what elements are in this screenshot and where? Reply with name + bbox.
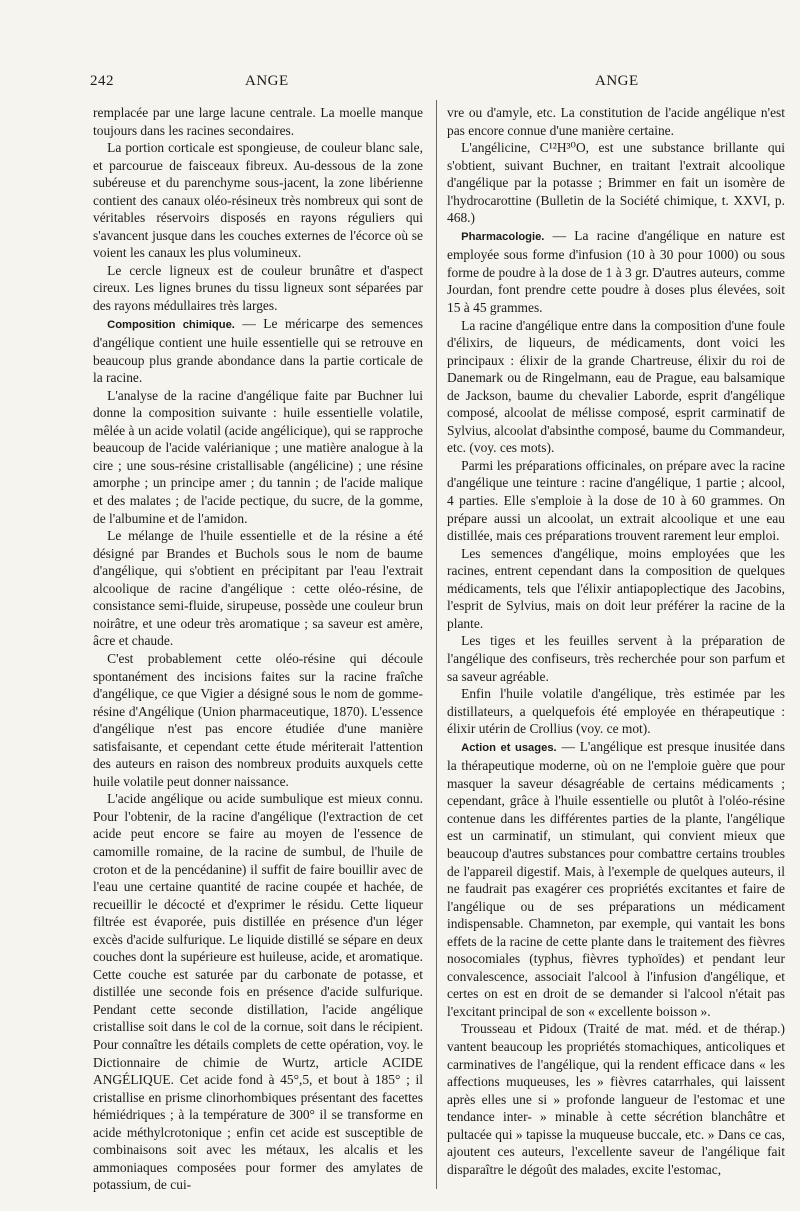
paragraph-text: — L'angélique est presque inusitée dans la thérapeutique moderne, où on ne l'emploie guère que pour masquer la saveur désagréable de certains médicaments ; cependant, grâce à l'huile essentielle ou plutôt à l'oléo-résine contenue dans les différentes parties de la plante, l'angélique est un carminatif, un stimulant, qui convient mieux que beaucoup d'autres substances pour combattre certains troubles de l'appareil digestif. Mais, à l'exemple de quelques auteurs, il ne faudrait pas exagérer ces propriétés excitantes et faire de l'angélique ou de ses préparations un médicament indispensable. Chamneton, par exemple, qui vantait les bons effets de la racine de cette plante dans le traitement des fièvres nosocomiales (typhus, fièvres typhoïdes) et pendant leur convalescence, associait l'alcool à l'infusion d'angélique, et certes on est en droit de se demander si l'alcool n'était pas l'excitant principal de son « excellente boisson ». bbox=[447, 738, 785, 1019]
running-header bbox=[90, 73, 780, 95]
paragraph bbox=[93, 315, 423, 387]
paragraph bbox=[93, 650, 423, 790]
left-column bbox=[93, 104, 423, 1194]
paragraph-text: C'est probablement cette oléo-résine qui découle spontanément des incisions faites sur la racine fraîche d'angélique, ce que Vigier a désigné sous le nom de gomme-résine d'Angélique (Union pharmaceutique, 1870). L'essence d'angélique n'est pas encore étudiée d'une manière satisfaisante, et cependant cette étude mériterait l'attention des auteurs en raison des nombreux produits auxquels cette huile volatile peut donner naissance. bbox=[93, 650, 423, 789]
paragraph-text: La portion corticale est spongieuse, de couleur blanc sale, et parcourue de faisceaux fibreux. Au-dessous de la zone subéreuse et du parenchyme sous-jacent, la zone libérienne contient des canaux oléo-résineux très nombreux qui sont de véritables réservoirs disposés en rayons réguliers qui s'avancent jusque dans les couches externes de l'écorce où se voient les canaux les plus volumineux. bbox=[93, 140, 423, 261]
paragraph-text: L'analyse de la racine d'angélique faite par Buchner lui donne la composition suivante : huile essentielle volatile, mêlée à un acide volatil (acide angélicique), qui se rapproche beaucoup de l'acide valérianique ; une matière analogue à la cire ; une sous-résine cristallisable (angélicine) ; une résine amorphe ; un principe amer ; du tannin ; de l'acide malique et des malates ; de l'acide pectique, du sucre, de la gomme, de l'albumine et de l'amidon. bbox=[93, 387, 423, 526]
section-heading: Pharmacologie. bbox=[461, 230, 545, 243]
paragraph bbox=[447, 457, 785, 545]
paragraph bbox=[447, 545, 785, 633]
paragraph bbox=[447, 227, 785, 317]
paragraph-text: Le cercle ligneux est de couleur brunâtre et d'aspect cireux. Les lignes brunes du tissu ligneux sont séparées par des rayons médullaires très larges. bbox=[93, 262, 423, 314]
running-head-left: ANGE bbox=[245, 73, 289, 89]
paragraph bbox=[447, 104, 785, 139]
paragraph-text: Le mélange de l'huile essentielle et de la résine a été désigné par Brandes et Buchols sous le nom de baume d'angélique, qui s'obtient en précipitant par l'eau l'extrait alcoolique de racine d'angélique : cette oléo-résine, de consistance semi-fluide, sirupeuse, possède une couleur brun noirâtre, et une odeur très aromatique ; sa saveur est amère, âcre et chaude. bbox=[93, 528, 423, 649]
paragraph-text: La racine d'angélique entre dans la composition d'une foule d'élixirs, de liqueurs, de médicaments, dont voici les principaux : élixir de la grande Chartreuse, élixir du roi de Danemark ou de Ringelmann, eau de Prague, eau balsamique de Jackson, baume du chevalier Laborde, esprit d'angélique composé, alcoolat de mélisse composé, esprit carminatif de Sylvius, alcoolat d'absinthe composé, baume du Commandeur, etc. (voy. ces mots). bbox=[447, 317, 785, 456]
paragraph bbox=[447, 139, 785, 227]
paragraph bbox=[447, 1020, 785, 1178]
paragraph bbox=[447, 738, 785, 1021]
paragraph bbox=[93, 104, 423, 139]
paragraph bbox=[93, 139, 423, 262]
running-head-right: ANGE bbox=[595, 73, 639, 89]
paragraph-text: L'acide angélique ou acide sumbulique est mieux connu. Pour l'obtenir, de la racine d'angélique (l'extraction de cet acide peut encore se faire au moyen de l'essence de camomille romaine, de la racine de sumbul, de l'huile de croton et de la pencédanine) il suffit de faire bouillir avec de l'eau une certaine quantité de racine coupée et hachée, de recueillir le décocté et d'exprimer le résidu. Cette liqueur filtrée est évaporée, puis distillée en présence d'un léger excès d'acide sulfurique. Le liquide distillé se sépare en deux couches dont la supérieure est huileuse, acide, et aromatique. Cette couche est saturée par du carbonate de potasse, et distillée une seconde fois en présence d'acide sulfurique. Pendant cette seconde distillation, l'acide angélique cristallise soit dans le col de la cornue, soit dans le récipient. Pour connaître les détails complets de cette opération, voy. le Dictionnaire de chimie de Wurtz, article ACIDE ANGÉLIQUE. Cet acide fond à 45°,5, et bout à 185° ; il cristallise en prisme clinorhombiques présentant des facettes hémiédriques ; à la température de 300° il se transforme en acide méthylcrotonique ; enfin cet acide est susceptible de combinaisons soit avec les métaux, les alcalis et les ammoniaques composées pour former des amylates de potassium, de cui- bbox=[93, 791, 423, 1193]
paragraph bbox=[447, 632, 785, 685]
paragraph-text: Trousseau et Pidoux (Traité de mat. méd. et de thérap.) vantent beaucoup les propriétés stomachiques, anticoliques et carminatives de l'angélique, qui la rendent efficace dans « les affections muqueuses, les » fièvres catarrhales, qui laissent après elles une si » profonde langueur de l'estomac et une tendance inter- » minable à cette sécrétion blanchâtre et pultacée qui » tapisse la muqueuse buccale, etc. » Dans ce cas, ajoutent ces auteurs, l'excellente saveur de l'angélique fait disparaître le dégoût des malades, excite l'estomac, bbox=[447, 1021, 785, 1177]
paragraph bbox=[93, 527, 423, 650]
column-divider bbox=[436, 100, 437, 1189]
page-number: 242 bbox=[90, 73, 114, 89]
paragraph-text: Parmi les préparations officinales, on prépare avec la racine d'angélique une teinture : racine d'angélique, 1 partie ; alcool, 4 parties. Elle s'emploie à la dose de 10 à 60 grammes. On prépare aussi un alcoolat, un extrait alcoolique et une eau distillée, mais ces préparations trouvent rarement leur emploi. bbox=[447, 457, 785, 544]
paragraph-text: vre ou d'amyle, etc. La constitution de l'acide angélique n'est pas encore connue d'une manière certaine. bbox=[447, 105, 785, 138]
paragraph-text: — Le méricarpe des semences d'angélique contient une huile essentielle qui se retrouve en beaucoup plus grande abondance dans la partie corticale de la racine. bbox=[93, 315, 423, 386]
paragraph-text: remplacée par une large lacune centrale. La moelle manque toujours dans les racines secondaires. bbox=[93, 105, 423, 138]
paragraph bbox=[93, 387, 423, 527]
paragraph-text: Les tiges et les feuilles servent à la préparation de l'angélique des confiseurs, très recherchée pour son parfum et sa saveur agréable. bbox=[447, 633, 785, 684]
paragraph bbox=[447, 317, 785, 457]
paragraph bbox=[93, 262, 423, 315]
paragraph-text: Les semences d'angélique, moins employées que les racines, entrent cependant dans la composition de quelques médicaments, tels que l'élixir antiapoplectique des Jacobins, l'esprit de Sylvius, mais on doit leur préférer la racine de la plante. bbox=[447, 545, 785, 631]
paragraph-text: L'angélicine, C¹²H³⁰O, est une substance brillante qui s'obtient, suivant Buchner, en traitant l'extrait alcoolique d'angélique par la potasse ; Brimmer en fait un isomère de l'hydrocarottine (Bulletin de la Société chimique, t. XXVI, p. 468.) bbox=[447, 140, 785, 226]
section-heading: Composition chimique. bbox=[107, 318, 235, 331]
section-heading: Action et usages. bbox=[461, 741, 557, 754]
paragraph-text: Enfin l'huile volatile d'angélique, très estimée par les distillateurs, a quelquefois été employée en thérapeutique : élixir utérin de Crollius (voy. ce mot). bbox=[447, 686, 785, 737]
paragraph-text: — La racine d'angélique en nature est employée sous forme d'infusion (10 à 30 pour 1000) ou sous forme de poudre à la dose de 1 à 3 gr. D'autres auteurs, comme Jourdan, font prendre cette poudre à doses plus élevées, soit 15 à 45 grammes. bbox=[447, 227, 785, 316]
paragraph bbox=[93, 790, 423, 1194]
paragraph bbox=[447, 685, 785, 738]
right-column bbox=[447, 104, 785, 1178]
